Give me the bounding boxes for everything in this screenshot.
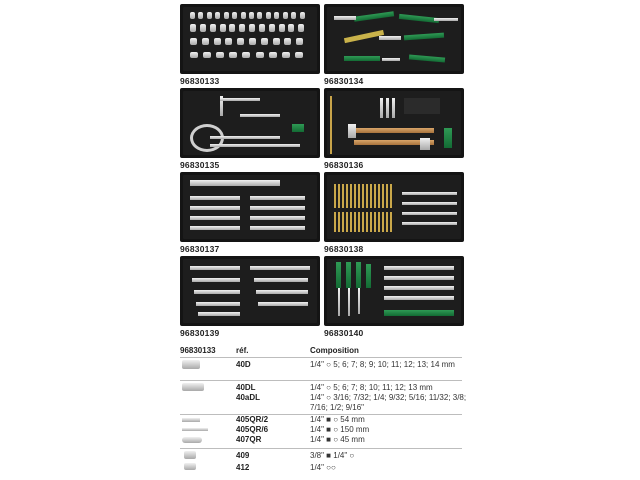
socket xyxy=(295,52,303,58)
socket xyxy=(210,24,216,32)
table-row-composition: 1/4" ■ ○ 54 mm xyxy=(310,415,365,424)
socket xyxy=(269,24,275,32)
table-row-composition: 3/8" ■ 1/4" ○ xyxy=(310,451,355,460)
socket xyxy=(282,52,290,58)
socket xyxy=(279,24,285,32)
socket xyxy=(216,52,224,58)
socket xyxy=(300,12,305,19)
socket xyxy=(214,38,221,45)
table-ref-header: réf. xyxy=(236,346,249,355)
table-divider xyxy=(180,448,462,449)
socket xyxy=(274,12,279,19)
tray-label: 96830134 xyxy=(324,76,364,86)
socket xyxy=(296,38,303,45)
tray-label: 96830137 xyxy=(180,244,220,254)
socket xyxy=(225,38,232,45)
socket xyxy=(257,12,262,19)
table-divider xyxy=(180,357,462,358)
socket xyxy=(198,12,203,19)
socket xyxy=(190,24,196,32)
socket xyxy=(298,24,304,32)
socket xyxy=(220,24,226,32)
tray-image-96830138 xyxy=(324,172,464,242)
table-row-ref: 409 xyxy=(236,451,250,460)
socket xyxy=(224,12,229,19)
table-row-composition: 1/4" ○ 5; 6; 7; 8; 9; 10; 11; 12; 13; 14 mm xyxy=(310,360,455,369)
socket xyxy=(229,24,235,32)
tray-image-96830139 xyxy=(180,256,320,326)
table-row-composition: 1/4" ■ ○ 45 mm xyxy=(310,435,365,444)
tray-image-96830135 xyxy=(180,88,320,158)
socket xyxy=(283,12,288,19)
socket xyxy=(261,38,268,45)
socket xyxy=(288,24,294,32)
tray-image-96830134 xyxy=(324,4,464,74)
tray-label: 96830140 xyxy=(324,328,364,338)
table-row-ref: 40D xyxy=(236,360,251,369)
tray-image-96830136 xyxy=(324,88,464,158)
socket xyxy=(190,52,198,58)
socket xyxy=(203,52,211,58)
table-row-composition: 1/4" ○○ xyxy=(310,463,336,472)
socket xyxy=(229,52,237,58)
socket xyxy=(249,38,256,45)
socket xyxy=(256,52,264,58)
tray-label: 96830133 xyxy=(180,76,220,86)
tray-label: 96830136 xyxy=(324,160,364,170)
tray-label: 96830138 xyxy=(324,244,364,254)
tray-image-96830140 xyxy=(324,256,464,326)
socket xyxy=(202,38,209,45)
socket xyxy=(259,24,265,32)
socket xyxy=(207,12,212,19)
table-row-composition-alt: 1/4" ○ 3/16; 7/32; 1/4; 9/32; 5/16; 11/32; 3/8; 7/16; 1/2; 9/16" xyxy=(310,393,467,412)
tray-image-96830133 xyxy=(180,4,320,74)
table-row-composition: 1/4" ○ 5; 6; 7; 8; 10; 11; 12; 13 mm xyxy=(310,383,433,392)
socket xyxy=(241,12,246,19)
socket xyxy=(291,12,296,19)
socket xyxy=(249,24,255,32)
tray-label: 96830139 xyxy=(180,328,220,338)
tray-label: 96830135 xyxy=(180,160,220,170)
socket xyxy=(239,24,245,32)
table-row-ref: 407QR xyxy=(236,435,262,444)
socket xyxy=(284,38,291,45)
socket xyxy=(232,12,237,19)
table-row-ref: 405QR/6 xyxy=(236,425,269,434)
table-row-ref: 405QR/2 xyxy=(236,415,269,424)
table-row-ref-alt: 40aDL xyxy=(236,393,261,402)
socket xyxy=(269,52,277,58)
table-divider xyxy=(180,380,462,381)
socket xyxy=(242,52,250,58)
table-row-ref: 412 xyxy=(236,463,250,472)
table-set-id: 96830133 xyxy=(180,346,216,355)
socket xyxy=(200,24,206,32)
socket xyxy=(215,12,220,19)
socket xyxy=(273,38,280,45)
socket xyxy=(190,12,195,19)
table-row-composition: 1/4" ■ ○ 150 mm xyxy=(310,425,370,434)
socket xyxy=(249,12,254,19)
socket xyxy=(190,38,197,45)
socket xyxy=(266,12,271,19)
table-composition-header: Composition xyxy=(310,346,359,355)
tray-image-96830137 xyxy=(180,172,320,242)
table-row-ref: 40DL xyxy=(236,383,256,392)
socket xyxy=(237,38,244,45)
